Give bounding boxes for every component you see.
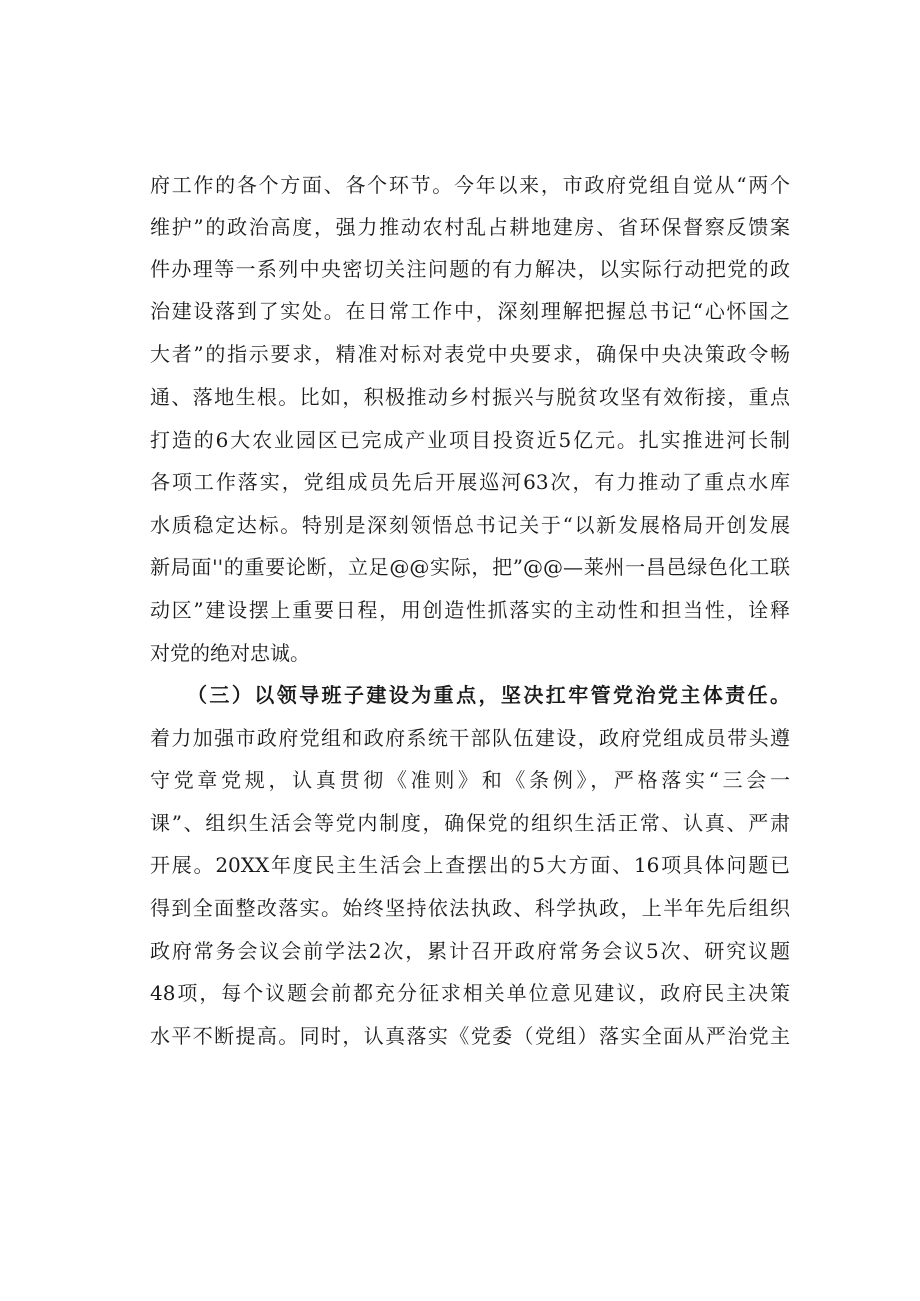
- text-line: 着力加强市政府党组和政府系统干部队伍建设，政府党组成员带头遵: [150, 726, 790, 750]
- text-line: 得到全面整改落实。始终坚持依法执政、科学执政，上半年先后组织: [150, 896, 790, 920]
- text-line: 动区”建设摆上重要日程，用创造性抓落实的主动性和担当性，诠释: [150, 598, 790, 622]
- text-line: 通、落地生根。比如，积极推动乡村振兴与脱贫攻坚有效衔接，重点: [150, 385, 790, 409]
- text-line: 政府常务会议会前学法2次，累计召开政府常务会议5次、研究议题: [150, 939, 790, 963]
- text-line: 课”、组织生活会等党内制度，确保党的组织生活正常、认真、严肃: [150, 811, 790, 835]
- text-line: 新局面''的重要论断，立足@@实际，把”@@—莱州一昌邑绿色化工联: [150, 555, 790, 579]
- text-line: 水平不断提高。同时，认真落实《党委（党组）落实全面从严治党主: [150, 1024, 790, 1048]
- text-line: 件办理等一系列中央密切关注问题的有力解决，以实际行动把党的政: [150, 257, 790, 281]
- text-line: 打造的6大农业园区已完成产业项目投资近5亿元。扎实推进河长制: [150, 428, 790, 452]
- text-line: 治建设落到了实处。在日常工作中，深刻理解把握总书记“心怀国之: [150, 299, 790, 323]
- text-line: 守党章党规，认真贯彻《准则》和《条例》，严格落实“三会一: [150, 768, 790, 792]
- text-line: 各项工作落实，党组成员先后开展巡河63次，有力推动了重点水库: [150, 470, 790, 494]
- text-line: 大者”的指示要求，精准对标对表党中央要求，确保中央决策政令畅: [150, 342, 790, 366]
- text-line: 48项，每个议题会前都充分征求相关单位意见建议，政府民主决策: [150, 981, 790, 1005]
- text-line: 维护”的政治高度，强力推动农村乱占耕地建房、省环保督察反馈案: [150, 215, 790, 239]
- text-line: 对党的绝对忠诚。: [150, 641, 310, 665]
- text-line: 开展。20XX年度民主生活会上查摆出的5大方面、16项具体问题已: [150, 853, 790, 877]
- section-heading: （三）以领导班子建设为重点，坚决扛牢管党治党主体责任。: [187, 683, 790, 707]
- text-line: 府工作的各个方面、各个环节。今年以来，市政府党组自觉从“两个: [150, 173, 790, 197]
- text-line: 水质稳定达标。特别是深刻领悟总书记关于“以新发展格局开创发展: [150, 513, 790, 537]
